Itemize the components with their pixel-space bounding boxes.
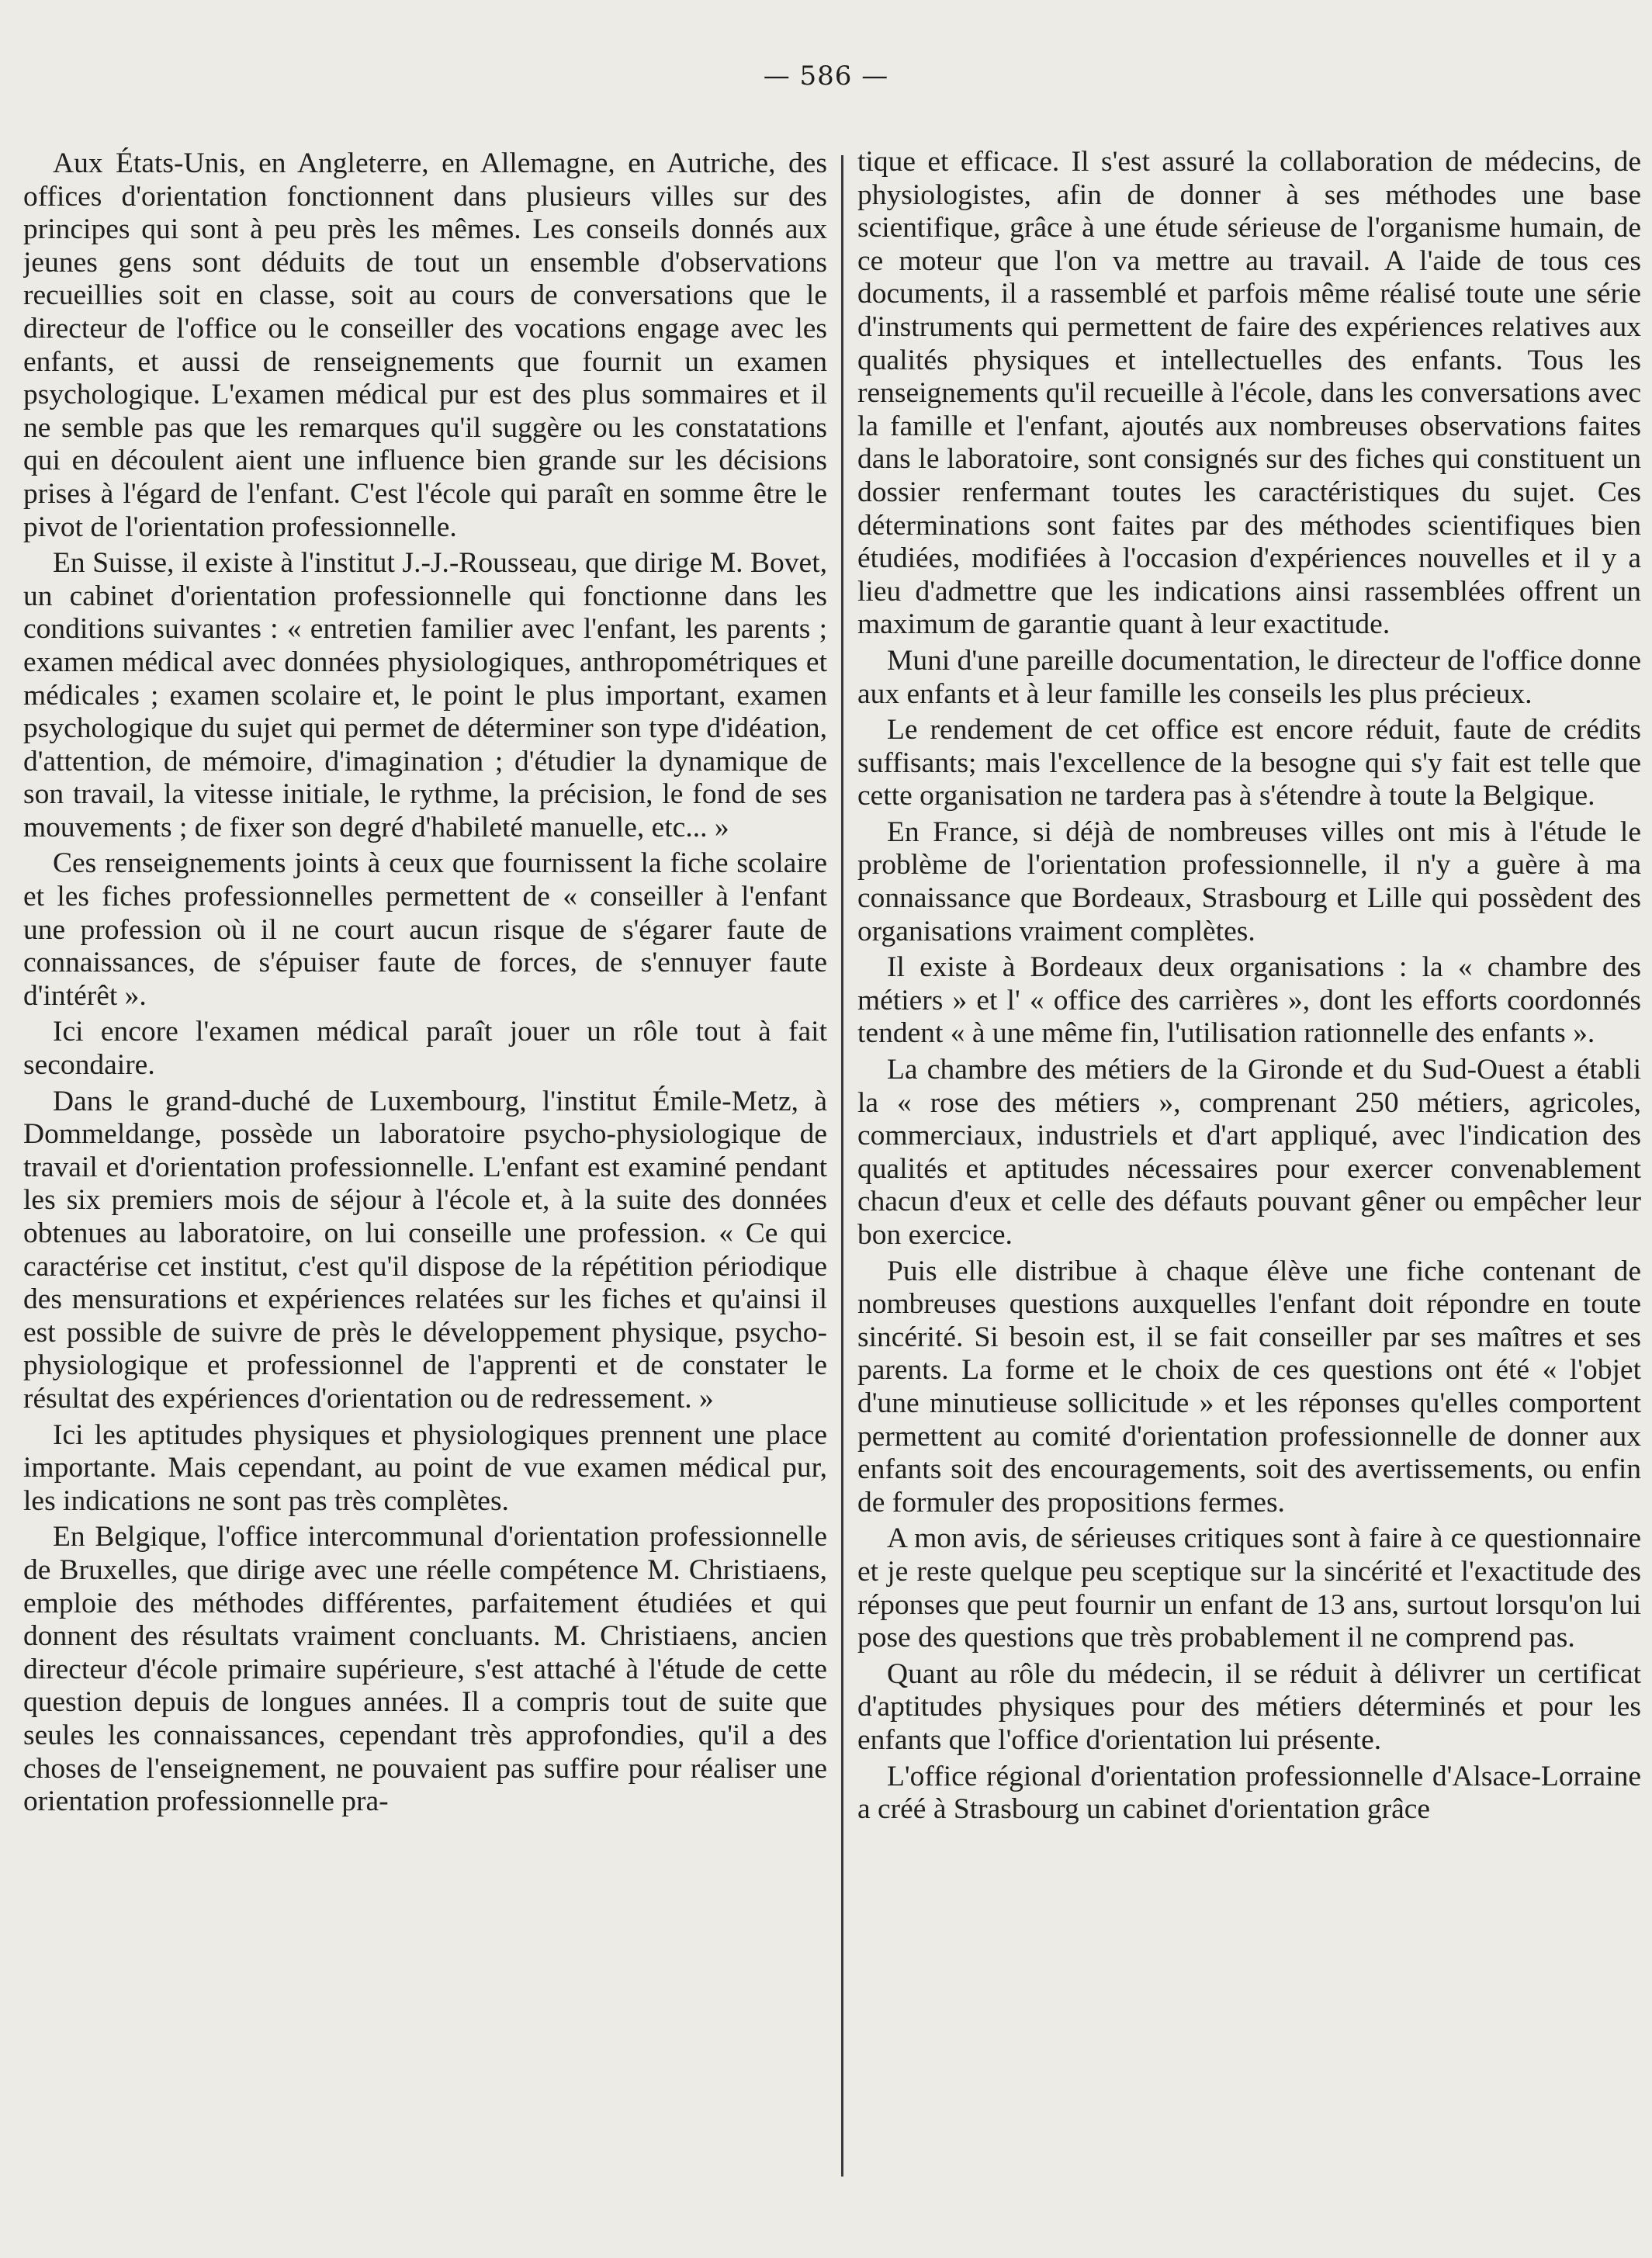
paragraph: Dans le grand-duché de Luxembourg, l'institut Émile-Metz, à Dommeldange, possède un laboratoire psycho-physiologique de travail et d'orientation professionnelle. L'enfant est examiné pendant les six premiers mois de séjour à l'école et, à la suite des données obtenues au laboratoire, on lui conseille une profession. « Ce qui caractérise cet institut, c'est qu'il dispose de la répétition périodique des mensurations et expériences relatées sur les fiches et qu'ainsi il est possible de suivre de près le développement physique, psycho-physiologique et professionnel de l'apprenti et de constater le résultat des expériences d'orientation ou de redressement. » — [23, 1085, 827, 1415]
left-column — [23, 147, 827, 2196]
paragraph: Muni d'une pareille documentation, le directeur de l'office donne aux enfants et à leur famille les conseils les plus précieux. — [857, 644, 1641, 710]
paragraph: En Suisse, il existe à l'institut J.-J.-Rousseau, que dirige M. Bovet, un cabinet d'orientation professionnelle qui fonctionne dans les conditions suivantes : « entretien familier avec l'enfant, les parents ; examen médical avec données physiologiques, anthropométriques et médicales ; examen scolaire et, le point le plus important, examen psychologique du sujet qui permet de déterminer son type d'idéation, d'attention, de mémoire, d'imagination ; d'étudier la dynamique de son travail, la vitesse initiale, le rythme, la précision, le fond de ses mouvements ; de fixer son degré d'habileté manuelle, etc... » — [23, 547, 827, 843]
paragraph: Le rendement de cet office est encore réduit, faute de crédits suffisants; mais l'excellence de la besogne qui s'y fait est telle que cette organisation ne tardera pas à s'étendre à toute la Belgique. — [857, 714, 1641, 812]
paragraph: Aux États-Unis, en Angleterre, en Allemagne, en Autriche, des offices d'orientation fonctionnent dans plusieurs villes sur des principes qui sont à peu près les mêmes. Les conseils donnés aux jeunes gens sont déduits de tout un ensemble d'observations recueillies soit en classe, soit au cours de conversations que le directeur de l'office ou le conseiller des vocations engage avec les enfants, et aussi de renseignements que fournit un examen psychologique. L'examen médical pur est des plus sommaires et il ne semble pas que les remarques qu'il suggère ou les constatations qui en découlent aient une influence bien grande sur les décisions prises à l'égard de l'enfant. C'est l'école qui paraît en somme être le pivot de l'orientation professionnelle. — [23, 147, 827, 543]
paragraph: Quant au rôle du médecin, il se réduit à délivrer un certificat d'aptitudes physiques pour des métiers déterminés et pour les enfants que l'office d'orientation lui présente. — [857, 1657, 1641, 1756]
paragraph: En Belgique, l'office intercommunal d'orientation professionnelle de Bruxelles, que dirige avec une réelle compétence M. Christiaens, emploie des méthodes différentes, parfaitement étudiées et qui donnent des résultats vraiment concluants. M. Christiaens, ancien directeur d'école primaire supérieure, s'est attaché à l'étude de cette question depuis de longues années. Il a compris tout de suite que seules les connaissances, cependant très approfondies, qu'il a des choses de l'enseignement, ne pouvaient pas suffire pour réaliser une orientation professionnelle pra- — [23, 1521, 827, 1818]
paragraph: Ces renseignements joints à ceux que fournissent la fiche scolaire et les fiches professionnelles permettent de « conseiller à l'enfant une profession où il ne court aucun risque de s'égarer faute de connaissances, de s'épuiser faute de forces, de s'ennuyer faute d'intérêt ». — [23, 847, 827, 1012]
paragraph: A mon avis, de sérieuses critiques sont à faire à ce questionnaire et je reste quelque peu sceptique sur la sincérité et l'exactitude des réponses que peut fournir un enfant de 13 ans, surtout lorsqu'on lui pose des questions que très probablement il ne comprend pas. — [857, 1522, 1641, 1654]
paragraph: L'office régional d'orientation professionnelle d'Alsace-Lorraine a créé à Strasbourg un cabinet d'orientation grâce — [857, 1760, 1641, 1826]
paragraph: En France, si déjà de nombreuses villes ont mis à l'étude le problème de l'orientation professionnelle, il n'y a guère à ma connaissance que Bordeaux, Strasbourg et Lille qui possèdent des organisations vraiment complètes. — [857, 816, 1641, 947]
right-column — [857, 146, 1641, 2194]
paragraph: La chambre des métiers de la Gironde et du Sud-Ouest a établi la « rose des métiers », comprenant 250 métiers, agricoles, commerciaux, industriels et d'art appliqué, avec l'indication des qualités et aptitudes nécessaires pour exercer convenablement chacun d'eux et celle des défauts pouvant gêner ou empêcher leur bon exercice. — [857, 1054, 1641, 1251]
page-number: — 586 — — [763, 61, 889, 92]
paragraph: Il existe à Bordeaux deux organisations : la « chambre des métiers » et l' « office des carrières », dont les efforts coordonnés tendent « à une même fin, l'utilisation rationnelle des enfants ». — [857, 951, 1641, 1050]
paragraph: Ici les aptitudes physiques et physiologiques prennent une place importante. Mais cependant, au point de vue examen médical pur, les indications ne sont pas très complètes. — [23, 1418, 827, 1517]
paragraph: Ici encore l'examen médical paraît jouer un rôle tout à fait secondaire. — [23, 1016, 827, 1082]
column-divider — [841, 155, 843, 2177]
paragraph: tique et efficace. Il s'est assuré la collaboration de médecins, de physiologistes, afin de donner à ses méthodes une base scientifique, grâce à une étude sérieuse de l'organisme humain, de ce moteur que l'on va mettre au travail. A l'aide de tous ces documents, il a rassemblé et parfois même réalisé toute une série d'instruments qui permettent de faire des expériences relatives aux qualités physiques et intellectuelles des enfants. Tous les renseignements qu'il recueille à l'école, dans les conversations avec la famille et l'enfant, ajoutés aux nombreuses observations faites dans le laboratoire, sont consignés sur des fiches qui constituent un dossier renfermant toutes les caractéristiques du sujet. Ces déterminations sont faites par des méthodes scientifiques bien étudiées, modifiées à l'occasion d'expériences nouvelles et il y a lieu d'admettre que les indications ainsi rassemblées offrent un maximum de garantie quant à leur exactitude. — [857, 146, 1641, 641]
paragraph: Puis elle distribue à chaque élève une fiche contenant de nombreuses questions auxquelles l'enfant doit répondre en toute sincérité. Si besoin est, il se fait conseiller par ses maîtres et ses parents. La forme et le choix de ces questions ont été « l'objet d'une minutieuse sollicitude » et les réponses qu'elles comportent permettent au comité d'orientation professionnelle de donner aux enfants soit des encouragements, soit des avertissements, ou enfin de formuler des propositions fermes. — [857, 1255, 1641, 1519]
